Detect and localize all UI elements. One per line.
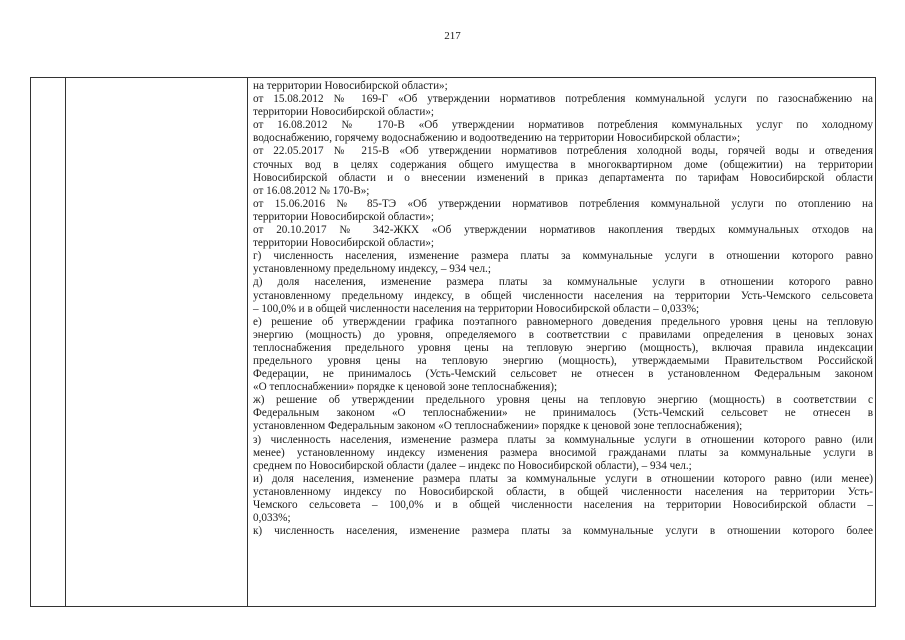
text-line: территории Новосибирской области»; (253, 210, 435, 223)
column-divider-2 (247, 78, 248, 606)
document-table (30, 77, 876, 607)
text-line: установленному предельному индексу, в общей численности населения на территории Усть-Чемского сельсовета (253, 289, 873, 302)
text-line: Чемского сельсовета – 100,0% и в общей численности населения на территории Новосибирской области – (253, 499, 873, 511)
text-line: от 15.06.2016 № 85-ТЭ «Об утверждении нормативов потребления коммунальной услуги по отоплению на (253, 197, 873, 210)
text-line: д) доля населения, изменение размера платы за коммунальные услуги в отношении которого равно (253, 276, 873, 289)
text-line: сточных вод в целях содержания общего имущества в многоквартирном доме (общежитии) на территории (253, 158, 873, 171)
text-line: от 22.05.2017 № 215-В «Об утверждении нормативов потребления холодной воды, горячей воды и отведения (253, 145, 873, 158)
text-line: установленному индексу по Новосибирской области, в общей численности населения на территории Усть- (253, 485, 873, 498)
text-line: е) решение об утверждении графика поэтапного равномерного доведения предельного уровня цены на тепловую (253, 315, 873, 328)
text-line: Новосибирской области и о внесении изменений в приказ департамента по тарифам Новосибирской области (253, 171, 873, 184)
text-line: предельного уровня цены на тепловую энергию (мощность), утверждаемыми Правительством Российской (253, 354, 873, 367)
text-line: ж) решение об утверждении предельного уровня цены на тепловую энергию (мощность) в соответствии с (253, 394, 873, 407)
column-divider-1 (65, 78, 66, 606)
text-line: водоснабжению, горячему водоснабжению и водоотведению на территории Новосибирской области»; (253, 132, 741, 145)
text-line: установленном Федеральным законом «О теплоснабжении» порядке к ценовой зоне теплоснабжения); (253, 420, 743, 433)
text-line: – 100,0% и в общей численности населения на территории Новосибирской области – 0,033%; (253, 302, 700, 315)
text-line: от 15.08.2012 № 169-Г «Об утверждении нормативов потребления коммунальной услуги по газоснабжению на (253, 93, 873, 106)
page-number: 217 (444, 30, 461, 42)
text-line: з) численность населения, изменение размера платы за коммунальные услуги в отношении которого равно (или (253, 433, 873, 446)
text-line: 0,033%; (253, 512, 291, 525)
text-line: от 20.10.2017 № 342-ЖКХ «Об утверждении нормативов накопления твердых коммунальных отходов на (253, 224, 873, 237)
text-line: от 16.08.2012 № 170-В «Об утверждении нормативов потребления коммунальных услуг по холодному (253, 119, 873, 132)
text-line: к) численность населения, изменение размера платы за коммунальные услуги в отношении которого более (253, 525, 873, 538)
text-line: территории Новосибирской области»; (253, 106, 435, 119)
text-line: Федерации, не принималось (Усть-Чемский сельсовет не отнесен в установленном Федеральным законом (253, 368, 873, 381)
text-line: г) численность населения, изменение размера платы за коммунальные услуги в отношении которого равно (253, 250, 873, 263)
table-cell-text (253, 80, 873, 538)
text-line: теплоснабжения предельного уровня цены на тепловую энергию (мощность), включая правила индексации (253, 341, 873, 354)
text-line: энергию (мощность) до уровня, определяемого в соответствии с правилами определения в ценовых зонах (253, 328, 873, 341)
text-line: установленному предельному индексу, – 934 чел.; (253, 263, 491, 276)
text-line: «О теплоснабжении» порядке к ценовой зоне теплоснабжения); (253, 381, 558, 394)
text-line: от 16.08.2012 № 170-В»; (253, 184, 370, 197)
text-line: на территории Новосибирской области»; (253, 80, 448, 92)
text-line: территории Новосибирской области»; (253, 237, 435, 250)
text-line: менее) установленному индексу изменения размера вносимой гражданами платы за коммунальные услуги в (253, 446, 873, 459)
text-line: среднем по Новосибирской области (далее – индекс по Новосибирской области), – 934 чел.; (253, 459, 692, 472)
text-line: и) доля населения, изменение размера платы за коммунальные услуги в отношении которого равно (или менее) (253, 472, 873, 485)
text-line: Федеральным законом «О теплоснабжении» не принималось (Усть-Чемский сельсовет не отнесен в (253, 407, 873, 420)
